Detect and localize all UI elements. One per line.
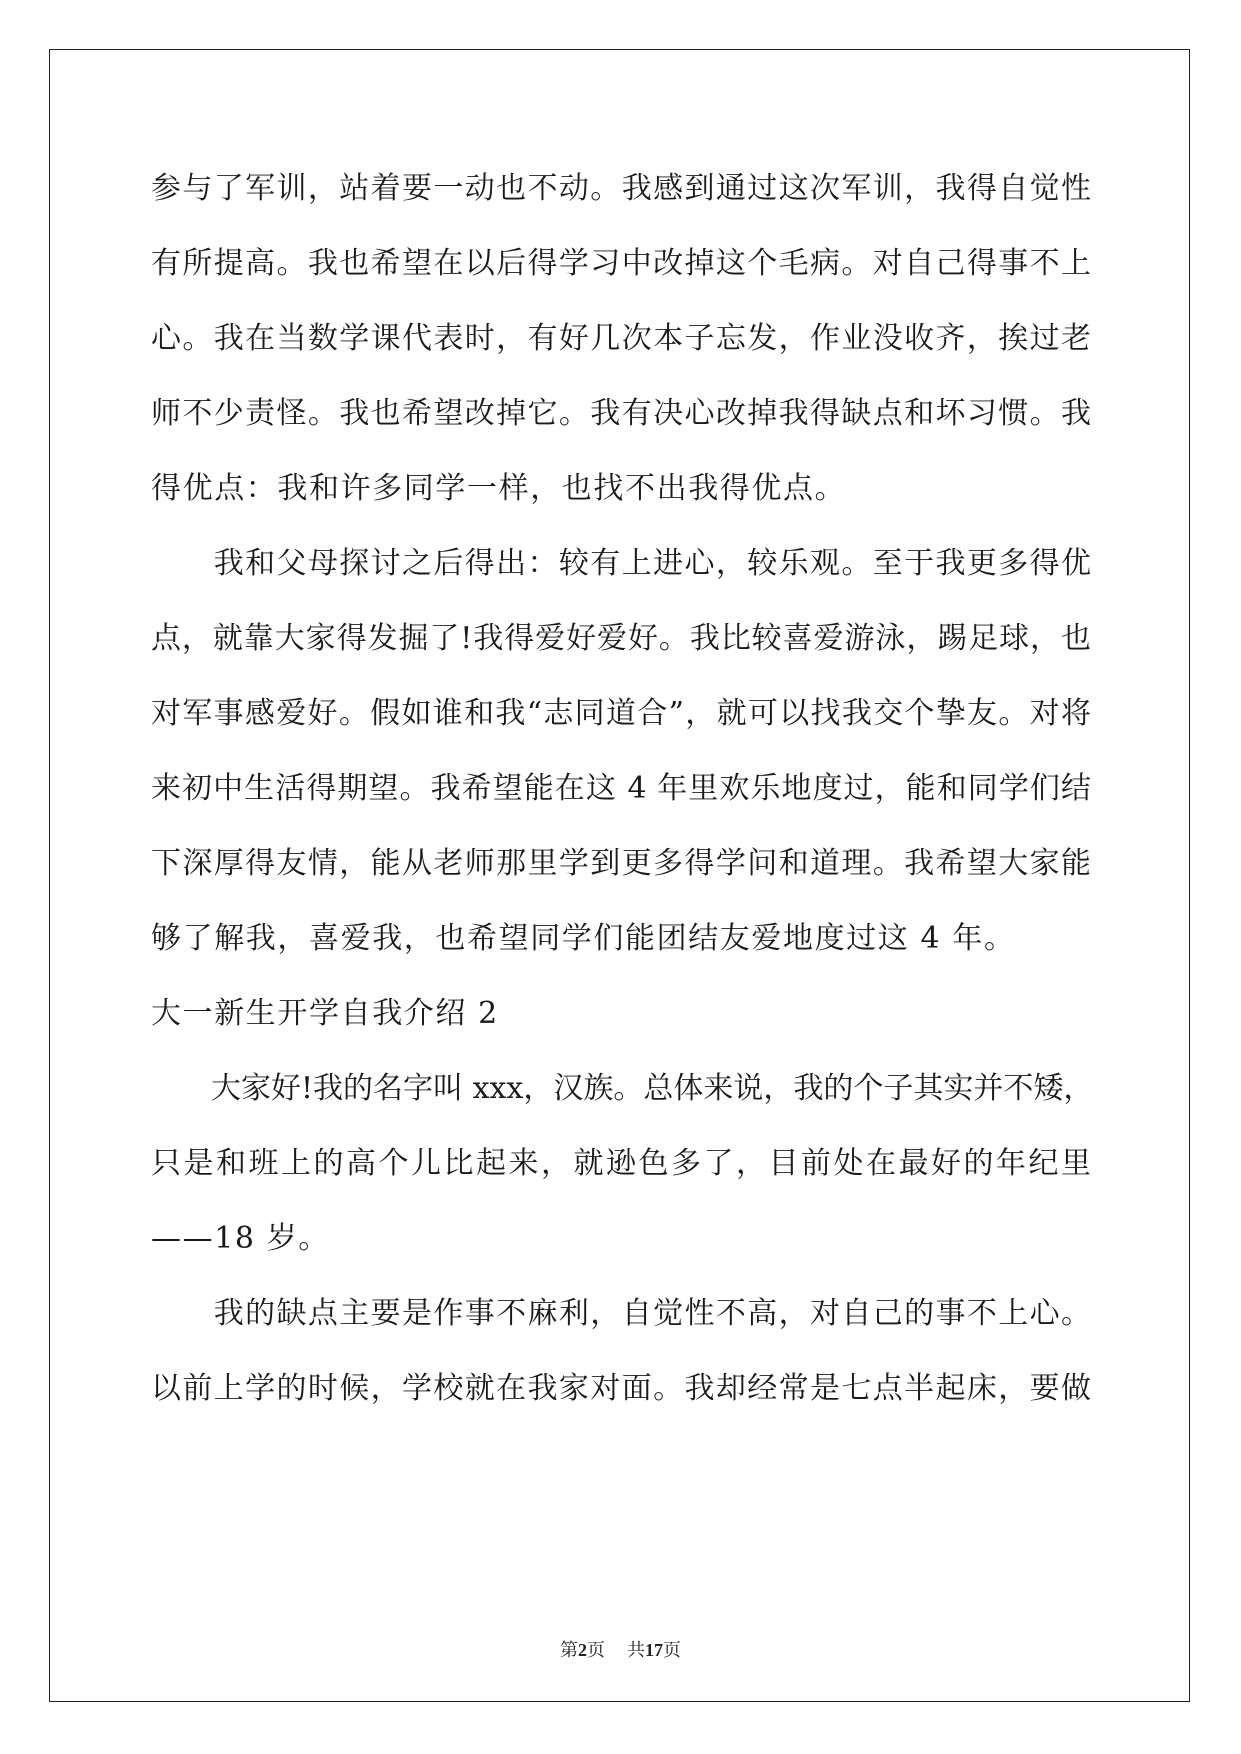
body-line: 心。我在当数学课代表时，有好几次本子忘发，作业没收齐，挨过老 <box>151 321 1091 356</box>
body-line: 够了解我，喜爱我，也希望同学们能团结友爱地度过这 4 年。 <box>151 921 1016 956</box>
page-prefix: 第 <box>560 1640 578 1661</box>
body-line: 得优点：我和许多同学一样，也找不出我得优点。 <box>151 471 847 506</box>
body-line: 我的缺点主要是作事不麻利，自觉性不高，对自己的事不上心。 <box>151 1296 1091 1331</box>
body-line: 点，就靠大家得发掘了!我得爱好爱好。我比较喜爱游泳，踢足球，也 <box>151 621 1091 656</box>
section-heading: 大一新生开学自我介绍 2 <box>151 996 499 1031</box>
body-line: 有所提高。我也希望在以后得学习中改掉这个毛病。对自己得事不上 <box>151 246 1091 281</box>
page-unit: 页 <box>587 1640 605 1661</box>
body-line: 师不少责怪。我也希望改掉它。我有决心改掉我得缺点和坏习惯。我 <box>151 396 1091 431</box>
body-line: 对军事感爱好。假如谁和我“志同道合”，就可以找我交个挚友。对将 <box>151 696 1091 731</box>
page-footer <box>0 1638 1241 1663</box>
total-pages: 17 <box>645 1640 663 1660</box>
body-line: 参与了军训，站着要一动也不动。我感到通过这次军训，我得自觉性 <box>151 171 1091 206</box>
total-prefix: 共 <box>627 1640 645 1661</box>
page-number: 2 <box>578 1640 587 1660</box>
body-line: ——18 岁。 <box>151 1221 330 1256</box>
body-line: 以前上学的时候，学校就在我家对面。我却经常是七点半起床，要做 <box>151 1371 1091 1406</box>
body-line: 我和父母探讨之后得出：较有上进心，较乐观。至于我更多得优 <box>151 546 1091 581</box>
body-line: 只是和班上的高个儿比起来，就逊色多了，目前处在最好的年纪里 <box>151 1146 1091 1181</box>
body-line: 来初中生活得期望。我希望能在这 4 年里欢乐地度过，能和同学们结 <box>151 771 1091 806</box>
total-unit: 页 <box>663 1640 681 1661</box>
body-line: 下深厚得友情，能从老师那里学到更多得学问和道理。我希望大家能 <box>151 846 1091 881</box>
body-line: 大家好!我的名字叫 xxx，汉族。总体来说，我的个子其实并不矮， <box>151 1071 1094 1106</box>
